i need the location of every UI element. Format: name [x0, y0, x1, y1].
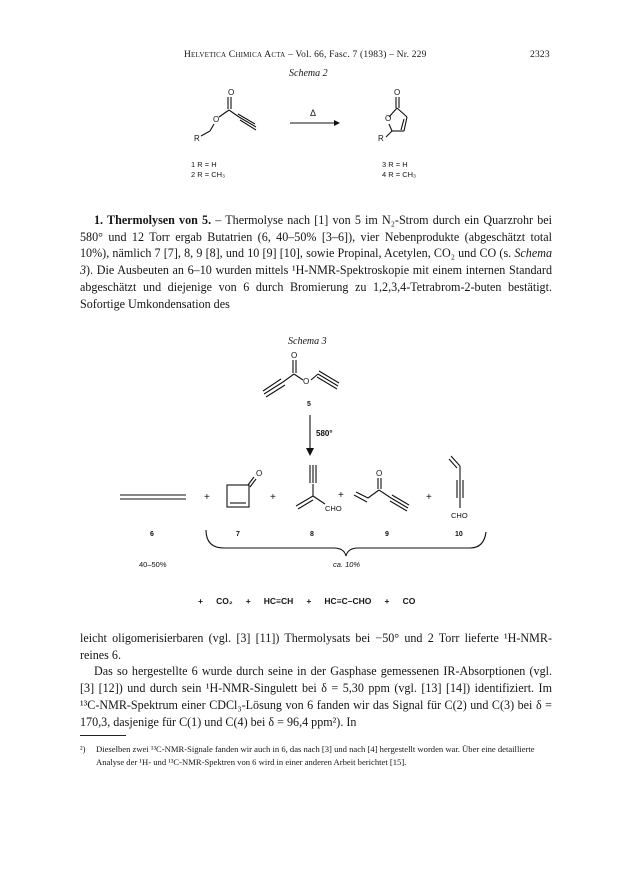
compound-number: 8 [310, 531, 314, 538]
arrow-label: Δ [310, 108, 317, 118]
atom-r: R [378, 134, 384, 143]
plus-sign: + [306, 596, 312, 606]
paragraph-text: leicht oligomerisierbaren (vgl. [3] [11]) Thermolysats bei −50° und 2 Torr lieferte ¹H-NMR-reines 6. [80, 631, 552, 662]
byproduct: CO₂ [216, 596, 233, 606]
compound-label: 1 R = H [191, 160, 217, 169]
ring-bond [389, 124, 392, 131]
section-1-paragraph [80, 212, 552, 312]
plus-sign: + [426, 492, 432, 503]
header-separator: – [287, 50, 293, 60]
reaction-condition: 580° [316, 429, 333, 438]
atom-o: O [256, 469, 263, 478]
atom-o: O [376, 469, 383, 478]
acyl-bond [283, 374, 294, 382]
plus-sign: + [204, 492, 210, 503]
continuation-text [80, 630, 552, 730]
plus-sign: + [245, 596, 251, 606]
paragraph-text: ). Die Ausbeuten an 6–10 wurden mittels ¹H-NMR-Spektroskopie mit einem internen Standard abgeschätzt und diejenige von 6 durch Bromierung zu 1,2,3,4-Tetrabrom-2-buten bestätigt. Sofortige Umkondensation des [80, 263, 552, 311]
article-number: Nr. 229 [396, 50, 427, 60]
o-ch2-bond [311, 374, 318, 380]
schema-2-left-labels [191, 160, 225, 180]
footnote [80, 743, 552, 768]
yield-side: ca. 10% [333, 560, 361, 569]
single-bond [368, 490, 379, 498]
byproducts-line [198, 596, 415, 606]
byproduct: HC≡C–CHO [324, 596, 372, 606]
plus-sign: + [198, 596, 203, 606]
schema-2-title: Schema 2 [289, 68, 328, 79]
byproduct: CO [402, 596, 416, 606]
side-products-brace [206, 530, 486, 556]
atom-o: O [385, 114, 392, 123]
cho-group: CHO [451, 511, 468, 520]
ring-r-bond [386, 131, 392, 137]
ester-bond [294, 374, 303, 380]
plus-sign: + [270, 492, 276, 503]
compound-label: 3 R = H [382, 160, 408, 169]
compound-label: 4 R = CH₃ [382, 170, 417, 179]
carbonyl-double-bond [248, 477, 254, 485]
compound-number: 5 [307, 401, 311, 408]
o-ch2-bond [210, 124, 214, 131]
section-heading: 1. Thermolysen von 5. [94, 213, 212, 227]
atom-o: O [394, 88, 401, 97]
byproduct: HC≡CH [263, 596, 294, 606]
ring-double-bond [404, 117, 407, 131]
cho-group: CHO [325, 504, 342, 513]
footnote-rule [80, 735, 126, 736]
triple-bond [239, 117, 256, 127]
carbonyl-double-bond [250, 479, 256, 487]
paragraph-text: Das so hergestellte 6 wurde durch seine in der Gasphase gemessenen IR-Absorptionen (vgl. [3] [12]) und durch sein ¹H-NMR-Singulett bei δ = 5,30 ppm (vgl. [13] [14]) identifiziert. Im ¹³C-NMR-Spektrum einer CDCl₃-Lösung von 6 fanden wir das Signal für C(2) und C(3) bei δ = 170,3, dasjenige für C(1) und C(4) bei δ = 96,4 ppm²). In [80, 664, 552, 729]
journal-name: Helvetica Chimica Acta [184, 50, 286, 60]
atom-o: O [228, 88, 235, 97]
ring-double-bond [401, 119, 404, 130]
compound-number: 7 [236, 531, 240, 538]
atom-r: R [194, 134, 200, 143]
footnote-text: Dieselben zwei ¹³C-NMR-Signale fanden wir auch in 6, das nach [3] und nach [4] hergestellt worden war. Über eine detaillierte Analyse der ¹H- und ¹³C-NMR-Spektren von 6 wird in einer anderen Arbeit berichtet [15]. [96, 744, 535, 767]
compound-number: 10 [455, 531, 463, 538]
compound-label: 2 R = CH₃ [191, 170, 226, 179]
single-bond [379, 490, 391, 498]
schema-2-right-labels [382, 160, 416, 180]
schema-reference: Schema 3 [80, 246, 552, 278]
vinyl-double-bond [451, 456, 460, 466]
footnote-mark: ²) [80, 744, 86, 754]
arrow-head [306, 448, 314, 456]
ester-bond [219, 110, 229, 117]
schema-3-title: Schema 3 [288, 336, 327, 347]
compound-number: 6 [150, 531, 154, 538]
plus-sign: + [338, 490, 344, 501]
vinyl-double-bond [298, 500, 313, 509]
triple-bond [238, 114, 255, 124]
atom-o: O [291, 351, 298, 360]
vinyl-double-bond [449, 459, 457, 468]
ring-bond [397, 108, 407, 117]
header-separator: – [389, 50, 395, 60]
cho-bond [313, 496, 325, 504]
atom-o: O [303, 377, 310, 386]
arrow-head [334, 120, 340, 126]
page-number: 2323 [530, 50, 550, 60]
atom-o: O [213, 115, 220, 124]
schema-3-figure [0, 340, 624, 610]
schema-2-figure [0, 0, 624, 200]
journal-issue: Vol. 66, Fasc. 7 (1983) [295, 50, 387, 60]
compound-number: 9 [385, 531, 389, 538]
plus-sign: + [384, 596, 390, 606]
acyl-bond [229, 110, 239, 117]
paragraph-text: – Thermolyse nach [1] von 5 im N₂-Strom durch ein Quarzrohr bei 580° und 12 Torr ergab Butatrien (6, 40–50% [3–6]), vier Nebenprodukte (abgeschätzt total 10%), nämlich 7 [7], 8, 9 [8], und 10 [9] [10], sowie Propinal, Acetylen, CO₂ und CO (s. [80, 213, 552, 261]
cyclobutenone-ring [227, 485, 249, 507]
yield-main: 40–50% [139, 560, 167, 569]
ch2-r-bond [201, 131, 210, 136]
